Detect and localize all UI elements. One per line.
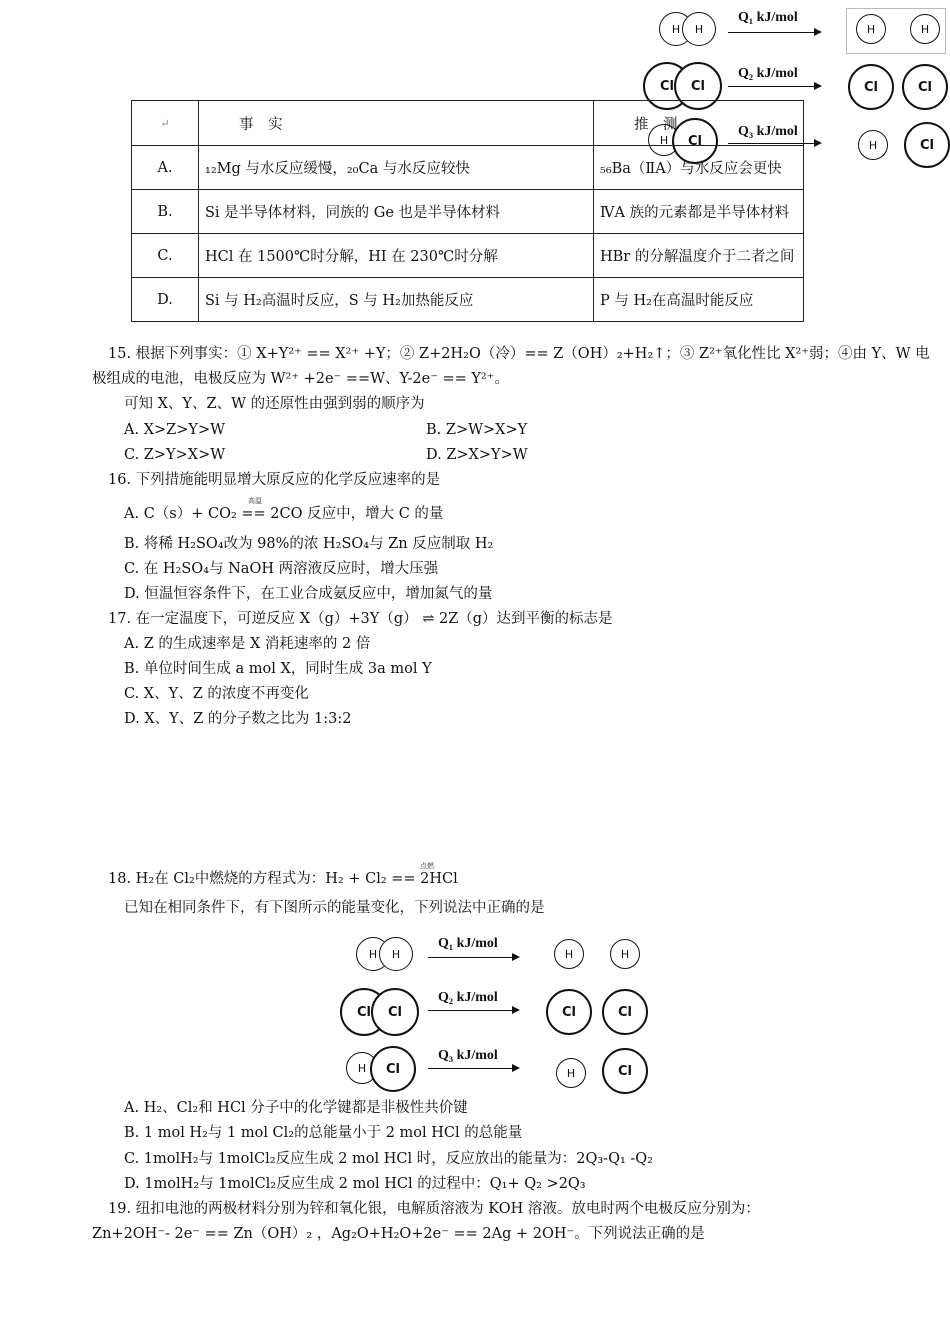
table-row xyxy=(132,190,804,234)
arrow xyxy=(428,957,518,958)
facts-table xyxy=(131,100,804,322)
q15-stem: 15. 根据下列事实：① X+Y²⁺ == X²⁺ +Y；② Z+2H₂O（冷）== Z（OH）₂+H₂↑；③ Z²⁺氧化性比 X²⁺弱；④由 Y、W 电 xyxy=(108,346,930,362)
cl-atom: Cl xyxy=(370,1046,416,1092)
q19-stem: 19. 纽扣电池的两极材料分别为锌和氧化银，电解质溶液为 KOH 溶液。放电时两个电极反应分别为： xyxy=(108,1201,760,1217)
cl-atom: Cl xyxy=(672,118,718,164)
q2-label: Q₂ kJ/mol xyxy=(438,990,498,1005)
h-atom: H xyxy=(346,1052,378,1084)
row-fact: HCl 在 1500℃时分解，HI 在 230℃时分解 xyxy=(199,234,594,278)
q16-option-b: B. 将稀 H₂SO₄改为 98%的浓 H₂SO₄与 Zn 反应制取 H₂ xyxy=(124,536,494,552)
q17-stem: 17. 在一定温度下，可逆反应 X（g）+3Y（g） ⇌ 2Z（g）达到平衡的标志是 xyxy=(108,611,613,627)
h-atom: H xyxy=(659,12,693,46)
arrow xyxy=(428,1010,518,1011)
q18-option-d: D. 1molH₂与 1molCl₂反应生成 2 mol HCl 的过程中：Q₁+ Q₂ >2Q₃ xyxy=(124,1176,586,1192)
h-atom: H xyxy=(910,14,940,44)
row-guess: ₅₆Ba（ⅡA）与水反应会更快 xyxy=(594,146,804,190)
q3-label: Q₃ kJ/mol xyxy=(738,124,798,139)
h-atom: H xyxy=(356,937,390,971)
q18-stem: 18. H₂在 Cl₂中燃烧的方程式为：H₂ + Cl₂ == 2HCl xyxy=(108,871,458,887)
q15-question: 可知 X、Y、Z、W 的还原性由强到弱的顺序为 xyxy=(124,396,425,412)
h-atom: H xyxy=(379,937,413,971)
row-option: A. xyxy=(132,146,199,190)
h-atom: H xyxy=(648,124,680,156)
q16-option-a: A. C（s）+ CO₂ == 2CO 反应中，增大 C 的量 xyxy=(124,506,444,522)
q18-option-a: A. H₂、Cl₂和 HCl 分子中的化学键都是非极性共价键 xyxy=(124,1100,468,1116)
q15-stem-cont: 极组成的电池，电极反应为 W²⁺ +2e⁻ ==W、Y-2e⁻ == Y²⁺。 xyxy=(92,371,509,387)
q17-option-d: D. X、Y、Z 的分子数之比为 1:3:2 xyxy=(124,711,352,727)
q15-option-c: C. Z>Y>X>W xyxy=(124,447,226,463)
q18-intro: 已知在相同条件下，有下图所示的能量变化，下列说法中正确的是 xyxy=(124,900,545,916)
cl-atom: Cl xyxy=(602,1048,648,1094)
q18-condition: 点燃 xyxy=(420,862,434,870)
row-fact: Si 是半导体材料，同族的 Ge 也是半导体材料 xyxy=(199,190,594,234)
h-atom: H xyxy=(682,12,716,46)
h-atom: H xyxy=(858,130,888,160)
row-guess: P 与 H₂在高温时能反应 xyxy=(594,278,804,322)
cl-atom: Cl xyxy=(602,989,648,1035)
cl-atom: Cl xyxy=(848,64,894,110)
q15-option-b: B. Z>W>X>Y xyxy=(426,422,528,438)
q15-option-a: A. X>Z>Y>W xyxy=(124,422,226,438)
table-header-row: ↵ 事 实 推 测 xyxy=(132,101,804,146)
cl-atom: Cl xyxy=(902,64,948,110)
row-option: C. xyxy=(132,234,199,278)
q18-option-b: B. 1 mol H₂与 1 mol Cl₂的总能量小于 2 mol HCl 的总能量 xyxy=(124,1125,523,1141)
q16-condition: 高温 xyxy=(248,497,262,505)
cl-atom: Cl xyxy=(371,988,419,1036)
q19-stem-cont: Zn+2OH⁻- 2e⁻ == Zn（OH）₂ ，Ag₂O+H₂O+2e⁻ == 2Ag + 2OH⁻。下列说法正确的是 xyxy=(92,1226,705,1242)
row-option: B. xyxy=(132,190,199,234)
row-fact: Si 与 H₂高温时反应，S 与 H₂加热能反应 xyxy=(199,278,594,322)
q15-option-d: D. Z>X>Y>W xyxy=(426,447,528,463)
q17-option-a: A. Z 的生成速率是 X 消耗速率的 2 倍 xyxy=(124,636,371,652)
row-fact: ₁₂Mg 与水反应缓慢，₂₀Ca 与水反应较快 xyxy=(199,146,594,190)
row-guess: HBr 的分解温度介于二者之间 xyxy=(594,234,804,278)
row-option: D. xyxy=(132,278,199,322)
q16-option-c: C. 在 H₂SO₄与 NaOH 两溶液反应时，增大压强 xyxy=(124,561,439,577)
arrow xyxy=(728,32,820,33)
table-row xyxy=(132,234,804,278)
h-atom: H xyxy=(610,939,640,969)
cl-atom: Cl xyxy=(340,988,388,1036)
h-atom: H xyxy=(556,1058,586,1088)
q17-option-c: C. X、Y、Z 的浓度不再变化 xyxy=(124,686,309,702)
header-guess: 推 测 xyxy=(634,116,678,133)
q17-option-b: B. 单位时间生成 a mol X，同时生成 3a mol Y xyxy=(124,661,432,677)
q18-option-c: C. 1molH₂与 1molCl₂反应生成 2 mol HCl 时，反应放出的能量为：2Q₃-Q₁ -Q₂ xyxy=(124,1151,653,1167)
arrow xyxy=(728,86,820,87)
h-atom: H xyxy=(856,14,886,44)
h-atom: H xyxy=(554,939,584,969)
cl-atom: Cl xyxy=(674,62,722,110)
q16-option-d: D. 恒温恒容条件下，在工业合成氨反应中，增加氮气的量 xyxy=(124,586,493,602)
cl-atom: Cl xyxy=(904,122,950,168)
q16-stem: 16. 下列措施能明显增大原反应的化学反应速率的是 xyxy=(108,472,441,488)
q1-label: Q₁ kJ/mol xyxy=(738,10,798,25)
header-fact: 事 实 xyxy=(239,116,283,133)
q2-label: Q₂ kJ/mol xyxy=(738,66,798,81)
table-row xyxy=(132,278,804,322)
cl-atom: Cl xyxy=(643,62,691,110)
row-guess: ⅣA 族的元素都是半导体材料 xyxy=(594,190,804,234)
cl-atom: Cl xyxy=(546,989,592,1035)
q3-label: Q₃ kJ/mol xyxy=(438,1048,498,1063)
table-row xyxy=(132,146,804,190)
q1-label: Q₁ kJ/mol xyxy=(438,936,498,951)
arrow xyxy=(428,1068,518,1069)
